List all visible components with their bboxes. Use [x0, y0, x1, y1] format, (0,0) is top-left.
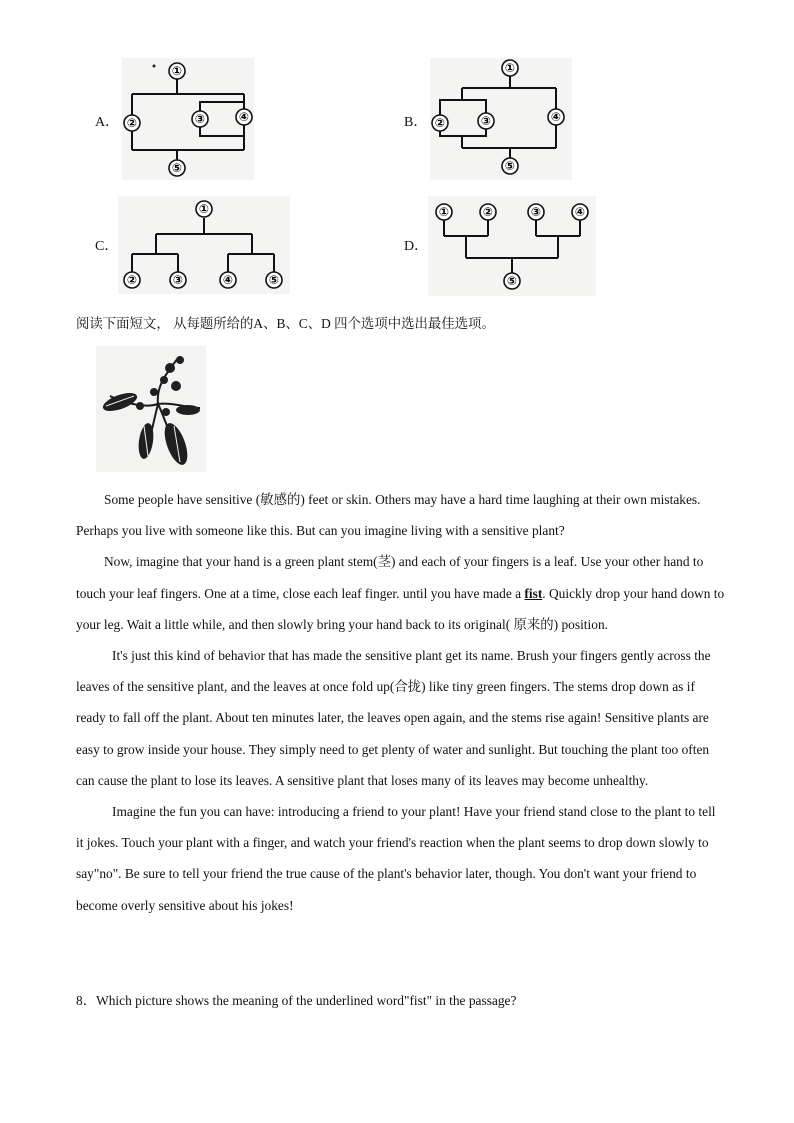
svg-text:③: ③	[480, 114, 492, 128]
passage-paragraph-2	[76, 546, 726, 640]
paragraph-2-text-before: Now, imagine that your hand is a green plant stem(茎) and each of your fingers is a leaf. Use your other hand to touch your leaf fingers. One at a time, close each leaf finger. until you have made a	[76, 554, 704, 601]
paragraph-2-text-after: . Quickly drop your hand down to your leg. Wait a little while, and then slowly bring your hand back to its original( 原来的) position.	[76, 585, 725, 632]
passage-paragraph-4: Imagine the fun you can have: introducing a friend to your plant! Have your friend stand close to the plant to tell it jokes. Touch your plant with a finger, and watch your friend's reaction when the plant seems to drop down slowly to say"no". Be sure to tell your friend the true cause of the plant's behavior later, though. You don't want your friend to become overly sensitive about his jokes!	[76, 804, 716, 913]
node-4	[548, 109, 564, 125]
node-5	[502, 158, 518, 174]
svg-text:②: ②	[126, 273, 138, 287]
diagram-b[interactable]	[430, 58, 572, 180]
option-d-label: D．	[404, 239, 429, 254]
diagram-c[interactable]	[118, 196, 290, 294]
diagram-d[interactable]	[428, 196, 596, 296]
svg-text:④: ④	[222, 273, 234, 287]
svg-text:①: ①	[438, 205, 450, 219]
node-1	[502, 60, 518, 76]
svg-text:⑤: ⑤	[506, 274, 518, 288]
option-a-label: A．	[95, 115, 120, 130]
option-b-label: B．	[404, 115, 428, 130]
node-2	[124, 115, 140, 131]
instruction: 阅读下面短文， 从每题所给的A、B、C、D 四个选项中选出最佳选项。	[76, 316, 495, 331]
svg-text:③: ③	[194, 112, 206, 126]
diagram-a[interactable]	[122, 58, 254, 180]
node-2	[124, 272, 140, 288]
svg-text:①: ①	[504, 61, 516, 75]
svg-text:⑤: ⑤	[171, 161, 183, 175]
node-3	[528, 204, 544, 220]
passage-paragraph-1: Some people have sensitive (敏感的) feet or skin. Others may have a hard time laughing at their own mistakes. Perhaps you live with someone like this. But can you imagine living with a sensitive plant?	[76, 492, 701, 539]
node-1	[169, 63, 185, 79]
svg-text:②: ②	[482, 205, 494, 219]
node-2	[480, 204, 496, 220]
node-2	[432, 115, 448, 131]
svg-text:③: ③	[172, 273, 184, 287]
node-3	[478, 113, 494, 129]
node-1	[436, 204, 452, 220]
node-4	[572, 204, 588, 220]
svg-text:③: ③	[530, 205, 542, 219]
sensitive-plant-illustration	[96, 346, 206, 472]
node-4	[236, 109, 252, 125]
node-5	[504, 273, 520, 289]
node-5	[169, 160, 185, 176]
question-8: 8．Which picture shows the meaning of the underlined word"fist" in the passage?	[76, 993, 517, 1008]
svg-text:④: ④	[574, 205, 586, 219]
underlined-word-fist: fist	[524, 585, 543, 601]
node-5	[266, 272, 282, 288]
svg-text:②: ②	[126, 116, 138, 130]
svg-text:①: ①	[171, 64, 183, 78]
passage-paragraph-3: It's just this kind of behavior that has made the sensitive plant get its name. Brush your fingers gently across the leaves of the sensitive plant, and the leaves at once fold up(合拢) like tiny green fingers. The stems drop down as if ready to fall off the plant. About ten minutes later, the leaves open again, and the stems rise again! Sensitive plants are easy to grow inside your house. They simply need to get plenty of water and sunlight. But touching the plant too often can cause the plant to lose its leaves. A sensitive plant that loses many of its leaves may become unhealthy.	[76, 648, 711, 788]
option-c-label: C．	[95, 239, 119, 254]
svg-text:①: ①	[198, 202, 210, 216]
svg-text:④: ④	[550, 110, 562, 124]
node-3	[192, 111, 208, 127]
svg-text:②: ②	[434, 116, 446, 130]
passage	[76, 484, 726, 921]
node-3	[170, 272, 186, 288]
node-4	[220, 272, 236, 288]
node-1	[196, 201, 212, 217]
svg-text:⑤: ⑤	[268, 273, 280, 287]
svg-text:④: ④	[238, 110, 250, 124]
svg-text:⑤: ⑤	[504, 159, 516, 173]
